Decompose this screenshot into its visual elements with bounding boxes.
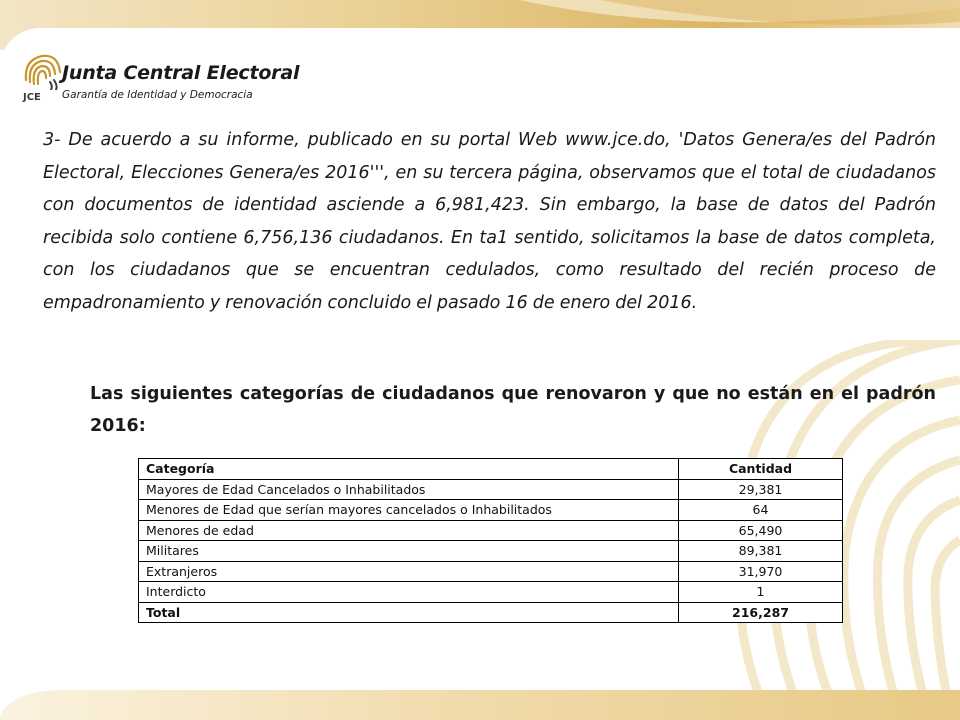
categories-table	[138, 458, 843, 623]
bottom-decorative-band	[0, 690, 960, 720]
table-row	[139, 520, 843, 541]
amount-cell: 1	[679, 582, 843, 603]
table-row	[139, 500, 843, 521]
logo-text: JCE	[23, 92, 41, 102]
table-header-row	[139, 459, 843, 480]
table-row	[139, 479, 843, 500]
column-header-amount: Cantidad	[679, 459, 843, 480]
amount-cell: 64	[679, 500, 843, 521]
table-total-row	[139, 602, 843, 623]
body-paragraph: 3- De acuerdo a su informe, publicado en su portal Web www.jce.do, 'Datos Genera/es del Padrón Electoral, Elecciones Genera/es 2016''', en su tercera página, observamos que el total de ciudadanos con documentos de identidad asciende a 6,981,423. Sin embargo, la base de datos del Padrón recibida solo contiene 6,756,136 ciudadanos. En ta1 sentido, solicitamos la base de datos completa, con los ciudadanos que se encuentran cedulados, como resultado del recién proceso de empadronamiento y renovación concluido el pasado 16 de enero del 2016.	[43, 130, 936, 313]
category-cell: Menores de Edad que serían mayores cancelados o Inhabilitados	[139, 500, 679, 521]
amount-cell: 31,970	[679, 561, 843, 582]
organization-name: Junta Central Electoral	[62, 62, 300, 84]
table-row	[139, 561, 843, 582]
table-row	[139, 541, 843, 562]
category-cell: Mayores de Edad Cancelados o Inhabilitados	[139, 479, 679, 500]
category-cell: Menores de edad	[139, 520, 679, 541]
category-cell: Interdicto	[139, 582, 679, 603]
total-amount-cell: 216,287	[679, 602, 843, 623]
amount-cell: 29,381	[679, 479, 843, 500]
organization-tagline: Garantía de Identidad y Democracia	[62, 89, 253, 101]
section-subheading: Las siguientes categorías de ciudadanos que renovaron y que no están en el padrón 2016:	[90, 384, 936, 436]
category-cell: Militares	[139, 541, 679, 562]
table-row	[139, 582, 843, 603]
amount-cell: 89,381	[679, 541, 843, 562]
amount-cell: 65,490	[679, 520, 843, 541]
jce-fingerprint-logo-icon	[20, 50, 64, 102]
category-cell: Extranjeros	[139, 561, 679, 582]
column-header-category: Categoría	[139, 459, 679, 480]
total-label-cell: Total	[139, 602, 679, 623]
